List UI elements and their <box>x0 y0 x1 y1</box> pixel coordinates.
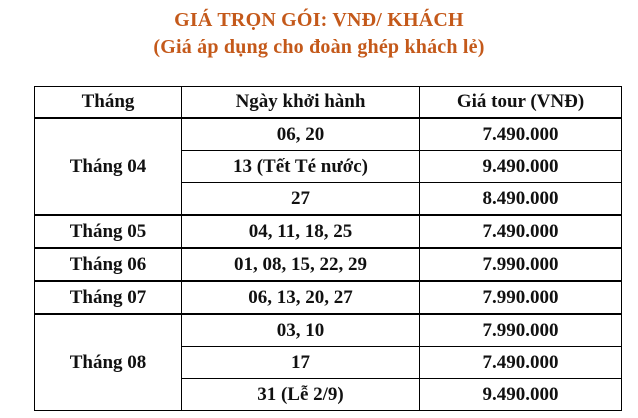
price-cell: 8.490.000 <box>420 183 622 216</box>
date-cell: 03, 10 <box>182 314 420 347</box>
table-row <box>35 118 622 151</box>
price-cell: 7.490.000 <box>420 347 622 379</box>
page-title: GIÁ TRỌN GÓI: VNĐ/ KHÁCH <box>174 9 464 31</box>
date-cell: 13 (Tết Té nước) <box>182 151 420 183</box>
month-cell: Tháng 06 <box>35 248 182 281</box>
price-cell: 7.990.000 <box>420 248 622 281</box>
date-cell: 27 <box>182 183 420 216</box>
price-table <box>34 86 622 411</box>
price-cell: 7.490.000 <box>420 118 622 151</box>
header-tour-price: Giá tour (VNĐ) <box>420 87 622 119</box>
price-cell: 7.990.000 <box>420 281 622 314</box>
table-row <box>35 248 622 281</box>
date-cell: 31 (Lễ 2/9) <box>182 379 420 411</box>
header-departure-date: Ngày khởi hành <box>182 87 420 119</box>
table-row <box>35 314 622 347</box>
table-row <box>35 281 622 314</box>
month-cell: Tháng 04 <box>35 118 182 215</box>
page-subtitle: (Giá áp dụng cho đoàn ghép khách lẻ) <box>153 36 485 58</box>
month-cell: Tháng 05 <box>35 215 182 248</box>
date-cell: 06, 20 <box>182 118 420 151</box>
price-cell: 9.490.000 <box>420 151 622 183</box>
header-row <box>35 87 622 119</box>
date-cell: 04, 11, 18, 25 <box>182 215 420 248</box>
date-cell: 06, 13, 20, 27 <box>182 281 420 314</box>
price-cell: 9.490.000 <box>420 379 622 411</box>
date-cell: 01, 08, 15, 22, 29 <box>182 248 420 281</box>
month-cell: Tháng 08 <box>35 314 182 411</box>
header-month: Tháng <box>35 87 182 119</box>
price-cell: 7.490.000 <box>420 215 622 248</box>
table-body <box>35 118 622 411</box>
price-cell: 7.990.000 <box>420 314 622 347</box>
table-row <box>35 215 622 248</box>
table-header <box>35 87 622 119</box>
date-cell: 17 <box>182 347 420 379</box>
month-cell: Tháng 07 <box>35 281 182 314</box>
